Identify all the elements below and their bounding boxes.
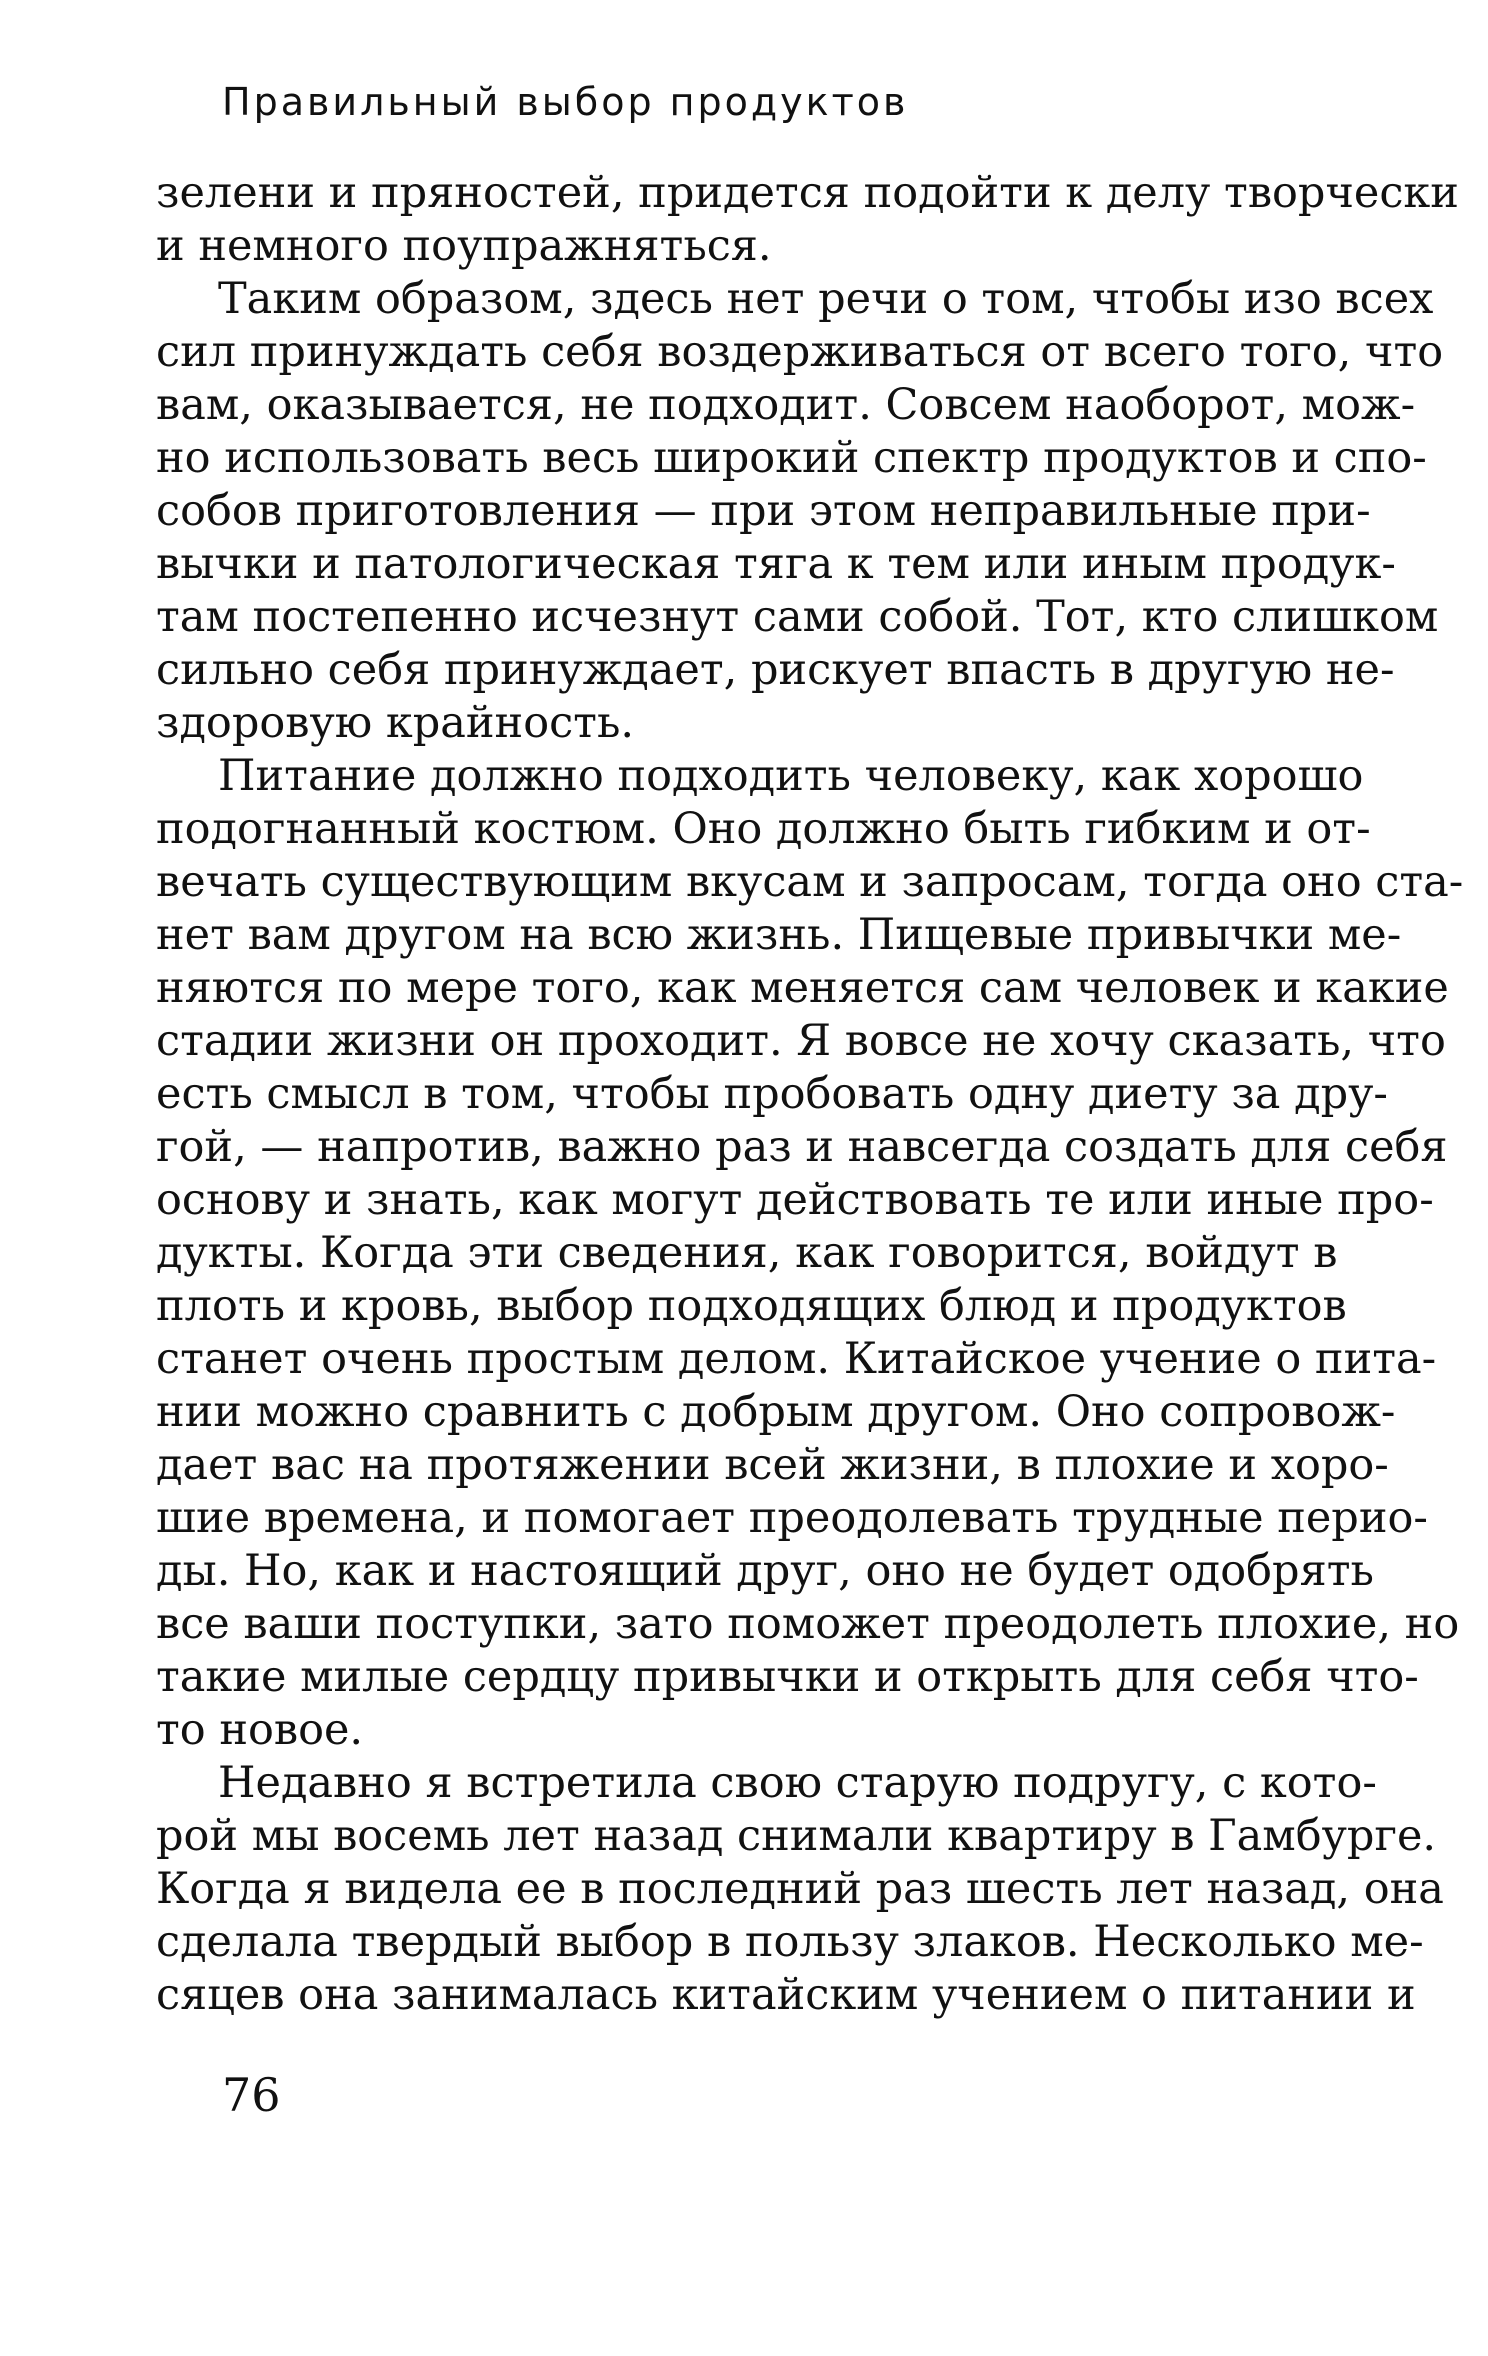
paragraph bbox=[156, 750, 1464, 1757]
text-line: и немного поупражняться. bbox=[156, 221, 772, 271]
text-line: сильно себя принуждает, рискует впасть в другую не- bbox=[156, 645, 1395, 695]
running-head: Правильный выбор продуктов bbox=[222, 80, 909, 124]
text-line: все ваши поступки, зато поможет преодолеть плохие, но bbox=[156, 1599, 1460, 1649]
text-line: подогнанный костюм. Оно должно быть гибким и от- bbox=[156, 804, 1371, 854]
body-text bbox=[156, 167, 1464, 2022]
text-line: Питание должно подходить человеку, как хорошо bbox=[218, 751, 1364, 801]
text-line: Когда я видела ее в последний раз шесть лет назад, она bbox=[156, 1864, 1444, 1914]
text-line: гой, — напротив, важно раз и навсегда создать для себя bbox=[156, 1122, 1448, 1172]
text-line: ды. Но, как и настоящий друг, оно не будет одобрять bbox=[156, 1546, 1374, 1596]
text-line: рой мы восемь лет назад снимали квартиру в Гамбурге. bbox=[156, 1811, 1437, 1861]
text-line: вечать существующим вкусам и запросам, тогда оно ста- bbox=[156, 857, 1464, 907]
text-line: сяцев она занималась китайским учением о питании и bbox=[156, 1970, 1416, 2020]
text-line: собов приготовления — при этом неправильные при- bbox=[156, 486, 1371, 536]
text-line: есть смысл в том, чтобы пробовать одну диету за дру- bbox=[156, 1069, 1388, 1119]
text-line: сделала твердый выбор в пользу злаков. Несколько ме- bbox=[156, 1917, 1424, 1967]
text-line: нет вам другом на всю жизнь. Пищевые привычки ме- bbox=[156, 910, 1402, 960]
text-line: зелени и пряностей, придется подойти к делу творчески bbox=[156, 168, 1459, 218]
text-line: такие милые сердцу привычки и открыть для себя что- bbox=[156, 1652, 1419, 1702]
text-line: стадии жизни он проходит. Я вовсе не хочу сказать, что bbox=[156, 1016, 1446, 1066]
text-line: здоровую крайность. bbox=[156, 698, 635, 748]
text-line: станет очень простым делом. Китайское учение о пита- bbox=[156, 1334, 1437, 1384]
text-line: основу и знать, как могут действовать те или иные про- bbox=[156, 1175, 1434, 1225]
text-line: то новое. bbox=[156, 1705, 364, 1755]
paragraph bbox=[156, 273, 1444, 750]
text-line: плоть и кровь, выбор подходящих блюд и продуктов bbox=[156, 1281, 1347, 1331]
text-line: Недавно я встретила свою старую подругу, с кото- bbox=[218, 1758, 1377, 1808]
text-line: вычки и патологическая тяга к тем или иным продук- bbox=[156, 539, 1396, 589]
text-line: но использовать весь широкий спектр продуктов и спо- bbox=[156, 433, 1427, 483]
text-line: дукты. Когда эти сведения, как говорится, войдут в bbox=[156, 1228, 1338, 1278]
text-line: Таким образом, здесь нет речи о том, чтобы изо всех bbox=[218, 274, 1434, 324]
text-line: там постепенно исчезнут сами собой. Тот, кто слишком bbox=[156, 592, 1439, 642]
text-line: няются по мере того, как меняется сам человек и какие bbox=[156, 963, 1449, 1013]
page-number: 76 bbox=[222, 2068, 281, 2122]
text-line: вам, оказывается, не подходит. Совсем наоборот, мож- bbox=[156, 380, 1416, 430]
text-line: нии можно сравнить с добрым другом. Оно сопровож- bbox=[156, 1387, 1396, 1437]
text-line: дает вас на протяжении всей жизни, в плохие и хоро- bbox=[156, 1440, 1389, 1490]
paragraph bbox=[156, 167, 1459, 273]
text-line: шие времена, и помогает преодолевать трудные перио- bbox=[156, 1493, 1428, 1543]
paragraph bbox=[156, 1757, 1444, 2022]
text-line: сил принуждать себя воздерживаться от всего того, что bbox=[156, 327, 1444, 377]
